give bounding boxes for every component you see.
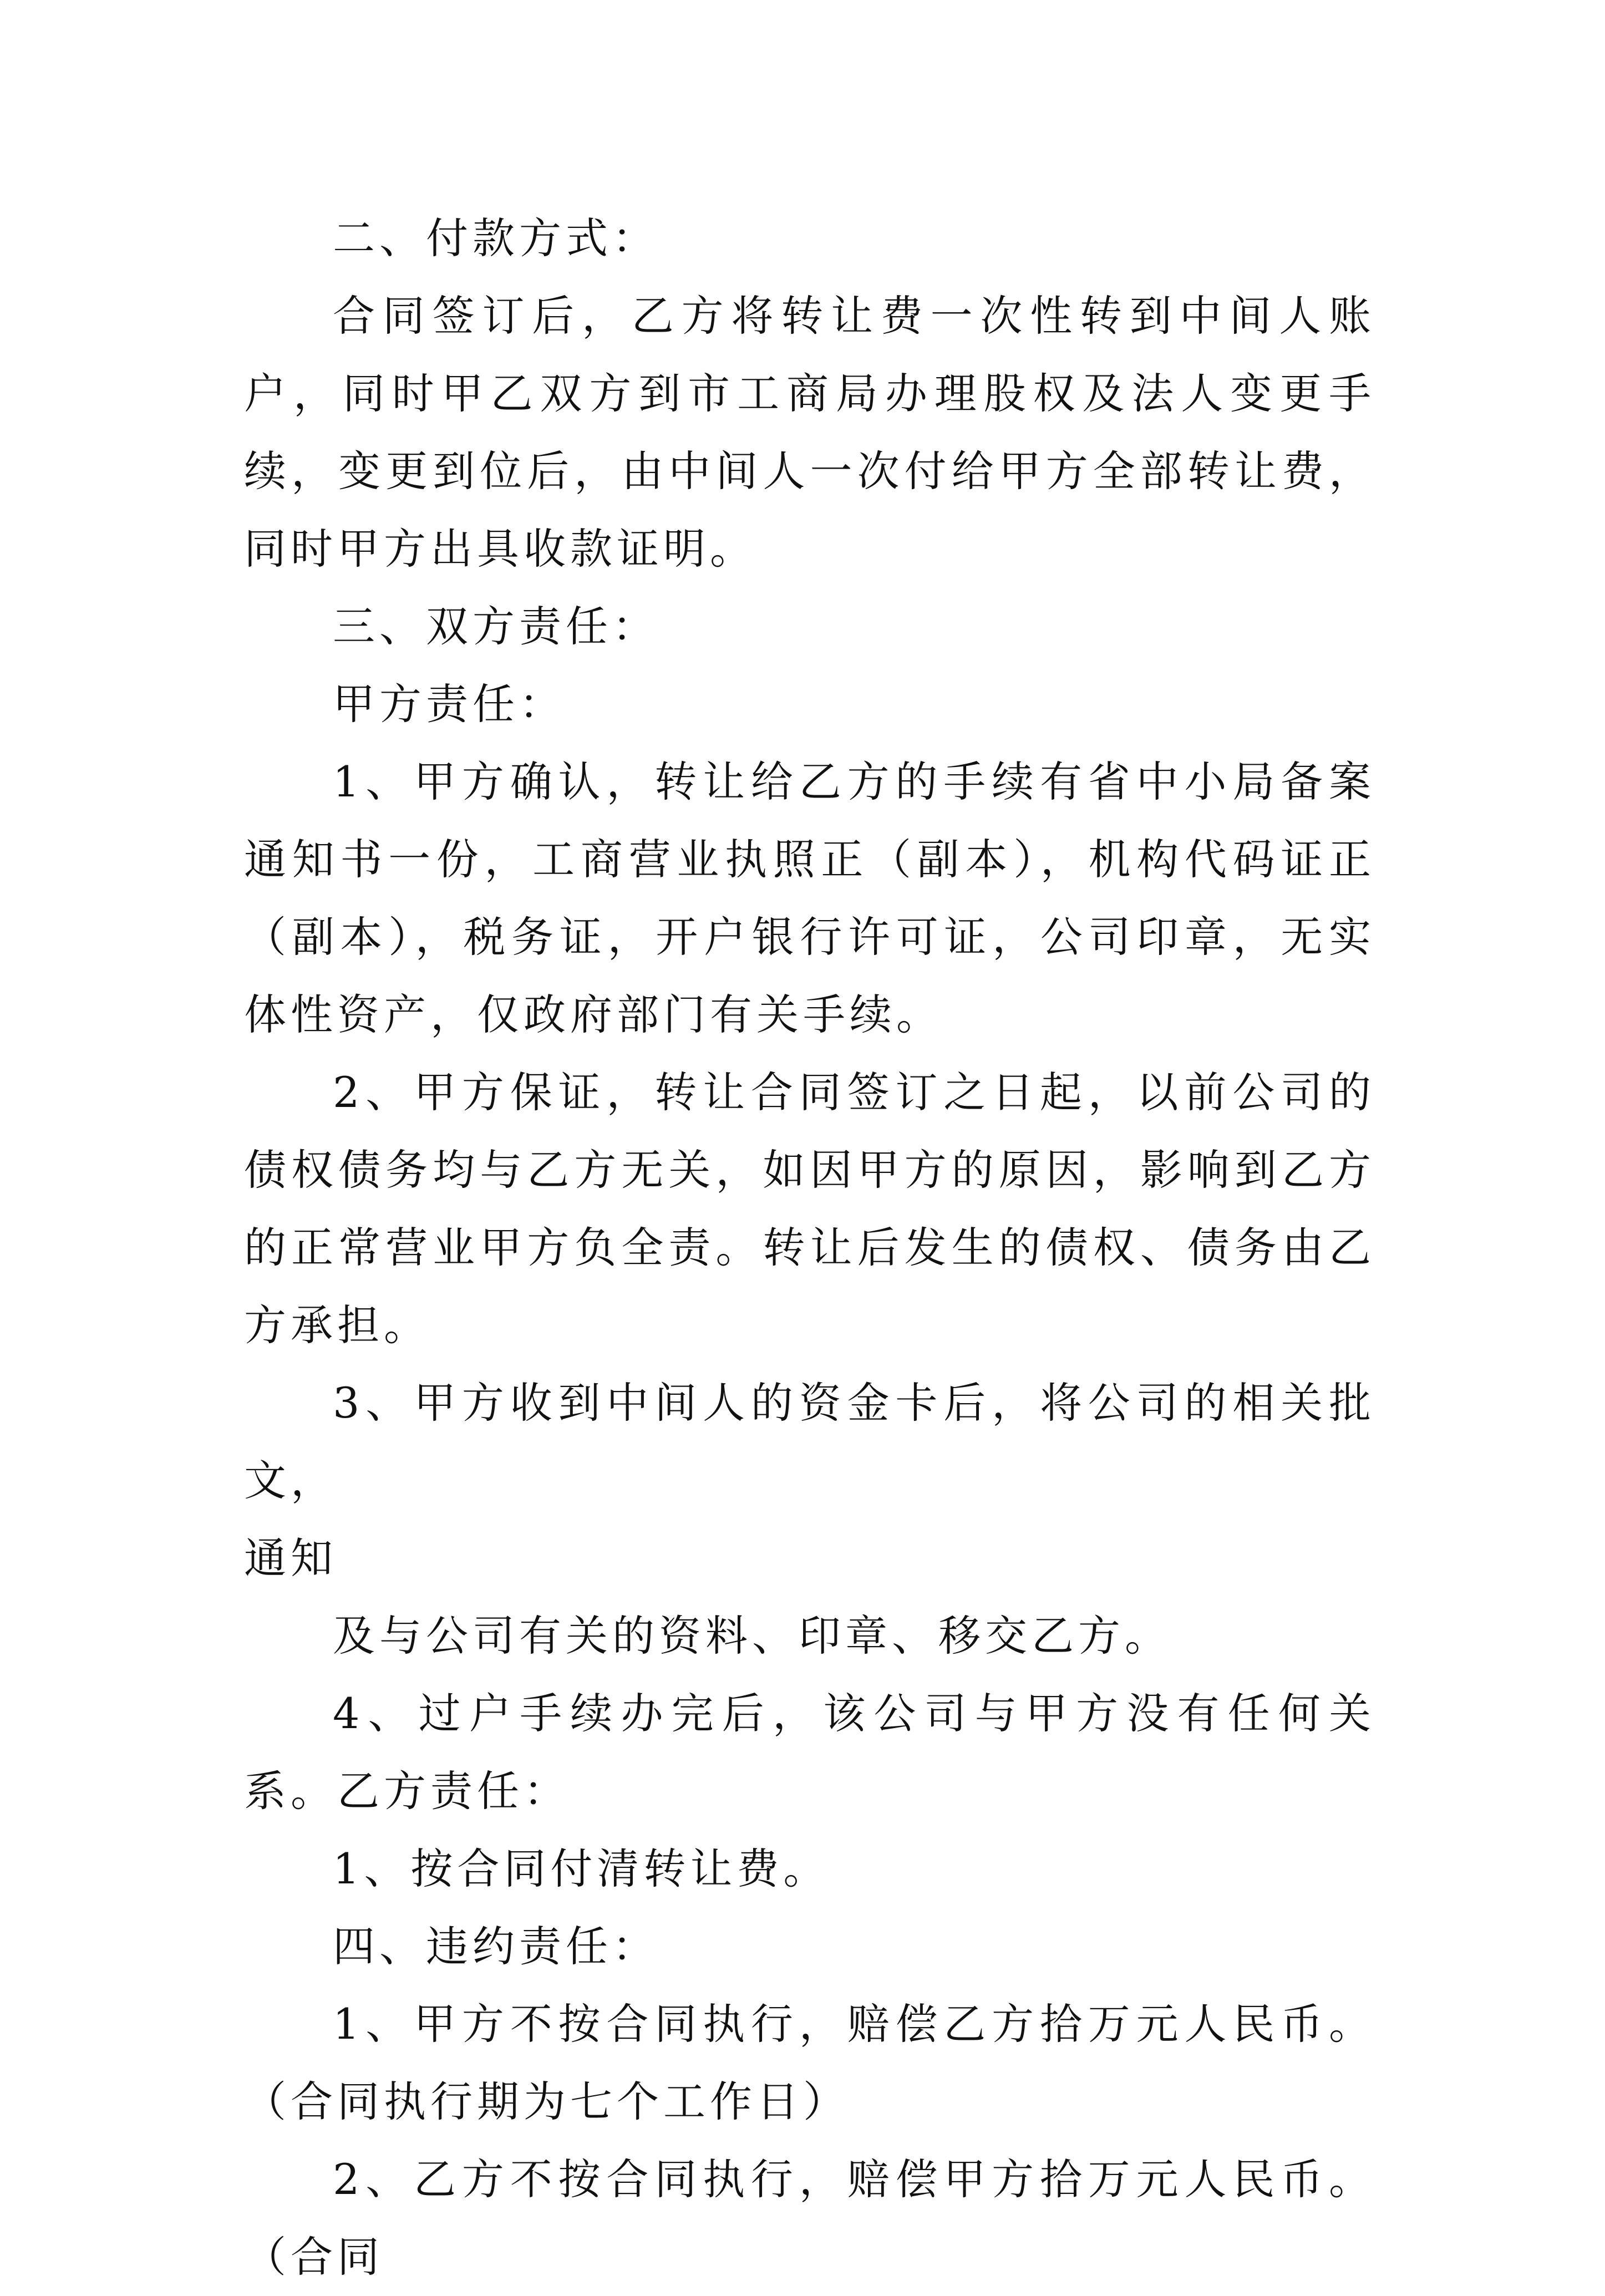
clause-party-a-2: 2、甲方保证，转让合同签订之日起，以前公司的债权债务均与乙方无关，如因甲方的原因，影响到乙方的正常营业甲方负全责。转让后发生的债权、债务由乙方承担。 bbox=[244, 1068, 1375, 1350]
clause-party-a-3: 3、甲方收到中间人的资金卡后，将公司的相关批文， bbox=[244, 1378, 1375, 1505]
clause-party-a-4: 4、过户手续办完后，该公司与甲方没有任何关系。乙方责任： bbox=[244, 1689, 1375, 1816]
clause-party-b-1: 1、按合同付清转让费。 bbox=[333, 1844, 830, 1893]
section-heading-responsibilities: 三、双方责任： bbox=[333, 602, 659, 651]
clause-breach-2: 2、乙方不按合同执行，赔偿甲方拾万元人民币。（合同 bbox=[244, 2155, 1375, 2282]
clause-party-a-1: 1、甲方确认，转让给乙方的手续有省中小局备案通知书一份，工商营业执照正（副本），机构代码证正（副本），税务证，开户银行许可证，公司印章，无实体性资产，仅政府部门有关手续。 bbox=[244, 757, 1375, 1039]
subheading-party-a-responsibilities: 甲方责任： bbox=[333, 679, 566, 729]
clause-party-a-3-continued-2: 及与公司有关的资料、印章、移交乙方。 bbox=[333, 1611, 1171, 1660]
paragraph-payment-terms: 合同签订后，乙方将转让费一次性转到中间人账户，同时甲乙双方到市工商局办理股权及法人变更手续，变更到位后，由中间人一次付给甲方全部转让费，同时甲方出具收款证明。 bbox=[244, 291, 1375, 573]
section-heading-payment: 二、付款方式： bbox=[333, 214, 659, 263]
clause-party-a-3-continued: 通知 bbox=[244, 1533, 337, 1583]
clause-breach-1: 1、甲方不按合同执行，赔偿乙方拾万元人民币。（合同执行期为七个工作日） bbox=[244, 1999, 1375, 2126]
document-body bbox=[244, 200, 1375, 2296]
section-heading-breach: 四、违约责任： bbox=[333, 1922, 659, 1971]
